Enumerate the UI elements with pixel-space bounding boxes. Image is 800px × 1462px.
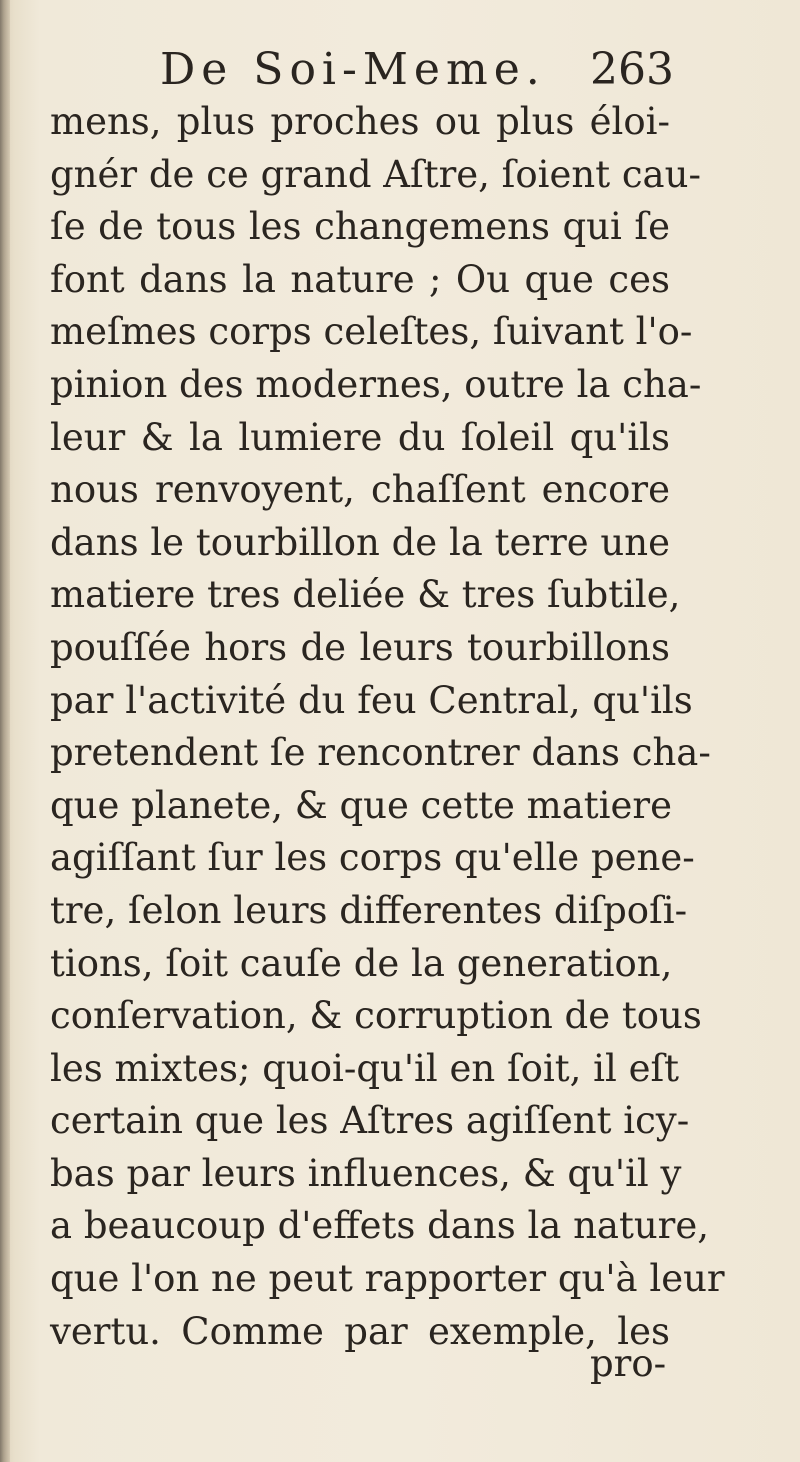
- text-line: gnér de ce grand Aſtre, ſoient cau-: [50, 152, 701, 196]
- text-line: pretendent ſe rencontrer dans cha-: [50, 731, 711, 775]
- text-line: agiſſant ſur les corps qu'elle pene-: [50, 836, 695, 880]
- catchword: pro-: [590, 1342, 667, 1385]
- text-line: vertu. Comme par exemple, les: [50, 1309, 670, 1353]
- text-line: tre, ſelon leurs differentes diſpoſi-: [50, 888, 688, 932]
- text-line: font dans la nature ; Ou que ces: [50, 257, 670, 301]
- text-line: pouſſée hors de leurs tourbillons: [50, 625, 670, 669]
- text-line: que l'on ne peut rapporter qu'à leur: [50, 1257, 725, 1301]
- text-line: les mixtes; quoi-qu'il en ſoit, il eſt: [50, 1046, 680, 1090]
- text-line: dans le tourbillon de la terre une: [50, 520, 670, 564]
- text-line: ſe de tous les changemens qui ſe: [50, 205, 670, 249]
- text-line: certain que les Aſtres agiſſent icy-: [50, 1099, 690, 1143]
- text-line: conſervation, & corruption de tous: [50, 994, 702, 1038]
- text-line: tions, ſoit cauſe de la generation,: [50, 941, 673, 985]
- text-line: pinion des modernes, outre la cha-: [50, 362, 702, 406]
- page-number: 263: [590, 44, 674, 95]
- running-header: [160, 44, 680, 102]
- text-line: a beaucoup d'effets dans la nature,: [50, 1204, 710, 1248]
- text-line: meſmes corps celeſtes, ſuivant l'o-: [50, 310, 693, 354]
- text-line: matiere tres deliée & tres ſubtile,: [50, 573, 681, 617]
- text-line: mens, plus proches ou plus éloi-: [50, 100, 670, 143]
- text-line: nous renvoyent, chaſſent encore: [50, 468, 670, 512]
- text-line: leur & la lumiere du ſoleil qu'ils: [50, 415, 670, 459]
- text-line: que planete, & que cette matiere: [50, 783, 672, 827]
- page-gutter-shadow: [0, 0, 10, 1462]
- body-text: [50, 96, 725, 1358]
- text-line: bas par leurs influences, & qu'il y: [50, 1151, 682, 1195]
- text-line: par l'activité du feu Central, qu'ils: [50, 678, 693, 722]
- running-title: De Soi-Meme.: [160, 44, 546, 95]
